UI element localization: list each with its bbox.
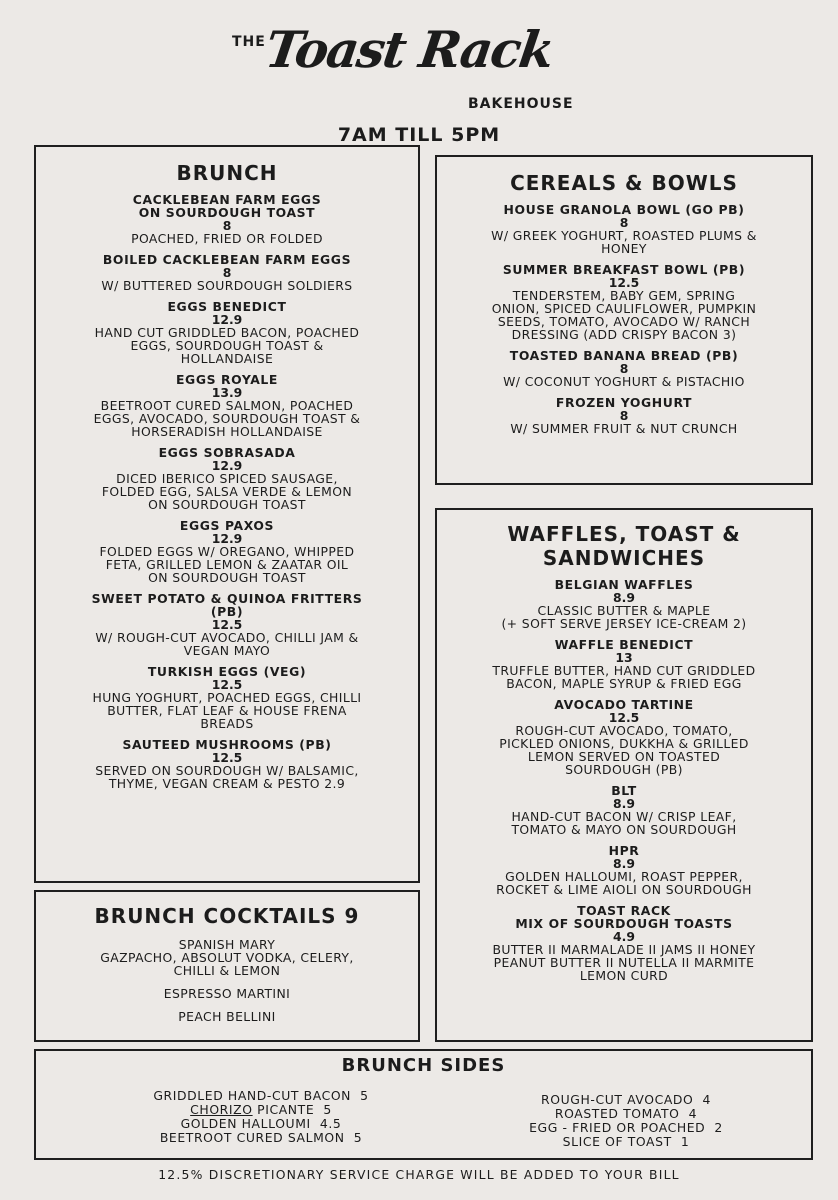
menu-item: [443, 349, 805, 388]
side-item: [456, 1121, 796, 1135]
side-price: 4.5: [319, 1116, 342, 1131]
item-description: SERVED ON SOURDOUGH W/ BALSAMIC, THYME, VEGAN CREAM & PESTO 2.9: [95, 763, 359, 791]
item-description: BUTTER II MARMALADE II JAMS II HONEY PEANUT BUTTER II NUTELLA II MARMITE LEMON CURD: [492, 942, 756, 983]
brunch-section: [34, 145, 420, 883]
side-price: 2: [714, 1120, 723, 1135]
item-price: 13: [615, 650, 633, 665]
item-price: 8.9: [613, 590, 635, 605]
menu-item: [443, 844, 805, 896]
menu-item: [42, 519, 412, 584]
cocktails-title: BRUNCH COCKTAILS 9: [94, 904, 360, 928]
cocktail-item: [42, 938, 412, 977]
side-item: [456, 1093, 796, 1107]
menu-item: [443, 698, 805, 776]
side-item: [76, 1117, 446, 1131]
item-description: HUNG YOGHURT, POACHED EGGS, CHILLI BUTTER, FLAT LEAF & HOUSE FRENA BREADS: [92, 690, 362, 731]
side-price: 5: [323, 1102, 332, 1117]
cocktail-description: GAZPACHO, ABSOLUT VODKA, CELERY, CHILLI & LEMON: [100, 950, 354, 978]
item-name: SUMMER BREAKFAST BOWL (PB): [502, 262, 746, 277]
item-name: FROZEN YOGHURT: [555, 395, 693, 410]
cocktail-name: PEACH BELLINI: [178, 1009, 276, 1024]
item-name: EGGS BENEDICT: [167, 299, 287, 314]
side-price: 4: [702, 1092, 711, 1107]
item-name: BELGIAN WAFFLES: [554, 577, 694, 592]
cocktail-name: SPANISH MARY: [178, 937, 276, 952]
item-price: 8.9: [613, 796, 635, 811]
menu-item: [443, 638, 805, 690]
item-name: BLT: [611, 783, 637, 798]
item-name: EGGS PAXOS: [179, 518, 275, 533]
item-price: 8: [222, 218, 232, 233]
item-description: GOLDEN HALLOUMI, ROAST PEPPER, ROCKET & LIME AIOLI ON SOURDOUGH: [496, 869, 752, 897]
header: [0, 0, 838, 160]
item-price: 13.9: [211, 385, 243, 400]
sides-list-right: [456, 1093, 796, 1149]
sides-section: [34, 1049, 813, 1160]
cocktail-name: ESPRESSO MARTINI: [163, 986, 291, 1001]
item-name: TURKISH EGGS (VEG): [147, 664, 307, 679]
logo-wordmark: Toast Rack: [261, 20, 557, 79]
side-price: 4: [688, 1106, 698, 1121]
item-description: HAND CUT GRIDDLED BACON, POACHED EGGS, SOURDOUGH TOAST & HOLLANDAISE: [94, 325, 360, 366]
menu-item: [42, 592, 412, 657]
item-name: CACKLEBEAN FARM EGGS ON SOURDOUGH TOAST: [132, 192, 322, 220]
item-description: W/ SUMMER FRUIT & NUT CRUNCH: [510, 421, 738, 436]
menu-item: [443, 578, 805, 630]
item-price: 12.9: [211, 531, 243, 546]
side-name: EGG - FRIED OR POACHED: [529, 1120, 706, 1135]
side-price: 1: [680, 1134, 690, 1149]
side-name: ROUGH-CUT AVOCADO: [541, 1092, 694, 1107]
item-name: HPR: [608, 843, 640, 858]
menu-item: [42, 193, 412, 245]
cereals-title: CEREALS & BOWLS: [510, 171, 738, 195]
menu-item: [42, 300, 412, 365]
menu-item: [443, 203, 805, 255]
side-price: 5: [360, 1088, 369, 1103]
item-description: W/ COCONUT YOGHURT & PISTACHIO: [503, 374, 745, 389]
side-item: [76, 1103, 446, 1117]
item-description: FOLDED EGGS W/ OREGANO, WHIPPED FETA, GRILLED LEMON & ZAATAR OIL ON SOURDOUGH TOAST: [99, 544, 355, 585]
side-name: ROASTED TOMATO: [554, 1106, 680, 1121]
item-description: CLASSIC BUTTER & MAPLE (+ SOFT SERVE JERSEY ICE-CREAM 2): [501, 603, 747, 631]
item-price: 4.9: [613, 929, 635, 944]
item-price: 12.5: [211, 677, 243, 692]
item-name: EGGS SOBRASADA: [158, 445, 296, 460]
side-name: GRIDDLED HAND-CUT BACON: [153, 1088, 352, 1103]
cocktails-section: [34, 890, 420, 1042]
brunch-title: BRUNCH: [176, 161, 278, 185]
logo-the: THE: [232, 34, 266, 50]
item-price: 8: [619, 215, 629, 230]
side-name: SLICE OF TOAST: [562, 1134, 672, 1149]
item-price: 8.9: [613, 856, 635, 871]
item-price: 12.9: [211, 458, 243, 473]
cereals-section: [435, 155, 813, 485]
item-price: 12.9: [211, 312, 243, 327]
menu-item: [443, 784, 805, 836]
item-price: 8: [222, 265, 232, 280]
menu-item: [42, 738, 412, 790]
item-price: 12.5: [608, 275, 640, 290]
item-description: W/ BUTTERED SOURDOUGH SOLDIERS: [101, 278, 353, 293]
item-description: POACHED, FRIED OR FOLDED: [131, 231, 323, 246]
item-price: 12.5: [211, 617, 243, 632]
side-item: [76, 1089, 446, 1103]
item-name: EGGS ROYALE: [175, 372, 278, 387]
item-name: AVOCADO TARTINE: [554, 697, 694, 712]
waffles-section: [435, 508, 813, 1042]
cocktail-item: [42, 1010, 412, 1023]
item-description: TRUFFLE BUTTER, HAND CUT GRIDDLED BACON, MAPLE SYRUP & FRIED EGG: [492, 663, 756, 691]
item-name: SWEET POTATO & QUINOA FRITTERS (PB): [91, 591, 363, 619]
logo-bakehouse: BAKEHOUSE: [468, 96, 574, 112]
item-price: 8: [619, 408, 629, 423]
item-description: ROUGH-CUT AVOCADO, TOMATO, PICKLED ONIONS, DUKKHA & GRILLED LEMON SERVED ON TOASTED SOURDOUGH (PB): [499, 723, 749, 777]
side-item: [456, 1135, 796, 1149]
item-description: DICED IBERICO SPICED SAUSAGE, FOLDED EGG, SALSA VERDE & LEMON ON SOURDOUGH TOAST: [101, 471, 353, 512]
waffles-title: WAFFLES, TOAST & SANDWICHES: [507, 522, 741, 570]
item-description: TENDERSTEM, BABY GEM, SPRING ONION, SPICED CAULIFLOWER, PUMPKIN SEEDS, TOMATO, AVOCADO W/ RANCH DRESSING (ADD CRISPY BACON 3): [491, 288, 757, 342]
sides-title: BRUNCH SIDES: [341, 1055, 506, 1076]
side-name: CHORIZO: [190, 1102, 253, 1117]
side-name: BEETROOT CURED SALMON: [159, 1130, 345, 1145]
item-price: 8: [619, 361, 629, 376]
side-name: GOLDEN HALLOUMI: [180, 1116, 311, 1131]
item-description: BEETROOT CURED SALMON, POACHED EGGS, AVOCADO, SOURDOUGH TOAST & HORSERADISH HOLLANDAISE: [93, 398, 361, 439]
menu-item: [443, 396, 805, 435]
item-name: BOILED CACKLEBEAN FARM EGGS: [102, 252, 352, 267]
item-name: TOASTED BANANA BREAD (PB): [509, 348, 739, 363]
menu-item: [42, 446, 412, 511]
cocktail-item: [42, 987, 412, 1000]
menu-item: [42, 665, 412, 730]
menu-item: [42, 373, 412, 438]
item-name: HOUSE GRANOLA BOWL (GO PB): [503, 202, 745, 217]
item-name: SAUTEED MUSHROOMS (PB): [122, 737, 332, 752]
sides-list-left: [76, 1089, 446, 1145]
item-price: 12.5: [608, 710, 640, 725]
service-charge-note: 12.5% DISCRETIONARY SERVICE CHARGE WILL BE ADDED TO YOUR BILL: [158, 1167, 680, 1182]
item-description: W/ GREEK YOGHURT, ROASTED PLUMS & HONEY: [491, 228, 757, 256]
menu-item: [443, 904, 805, 982]
side-item: [76, 1131, 446, 1145]
opening-hours: 7AM TILL 5PM: [337, 124, 501, 146]
item-name: TOAST RACK MIX OF SOURDOUGH TOASTS: [515, 903, 733, 931]
item-name: WAFFLE BENEDICT: [554, 637, 694, 652]
item-description: W/ ROUGH-CUT AVOCADO, CHILLI JAM & VEGAN MAYO: [95, 630, 359, 658]
side-item: [456, 1107, 796, 1121]
side-price: 5: [353, 1130, 363, 1145]
menu-item: [443, 263, 805, 341]
side-name-suffix: PICANTE: [252, 1102, 315, 1117]
item-price: 12.5: [211, 750, 243, 765]
item-description: HAND-CUT BACON W/ CRISP LEAF, TOMATO & MAYO ON SOURDOUGH: [511, 809, 737, 837]
menu-item: [42, 253, 412, 292]
